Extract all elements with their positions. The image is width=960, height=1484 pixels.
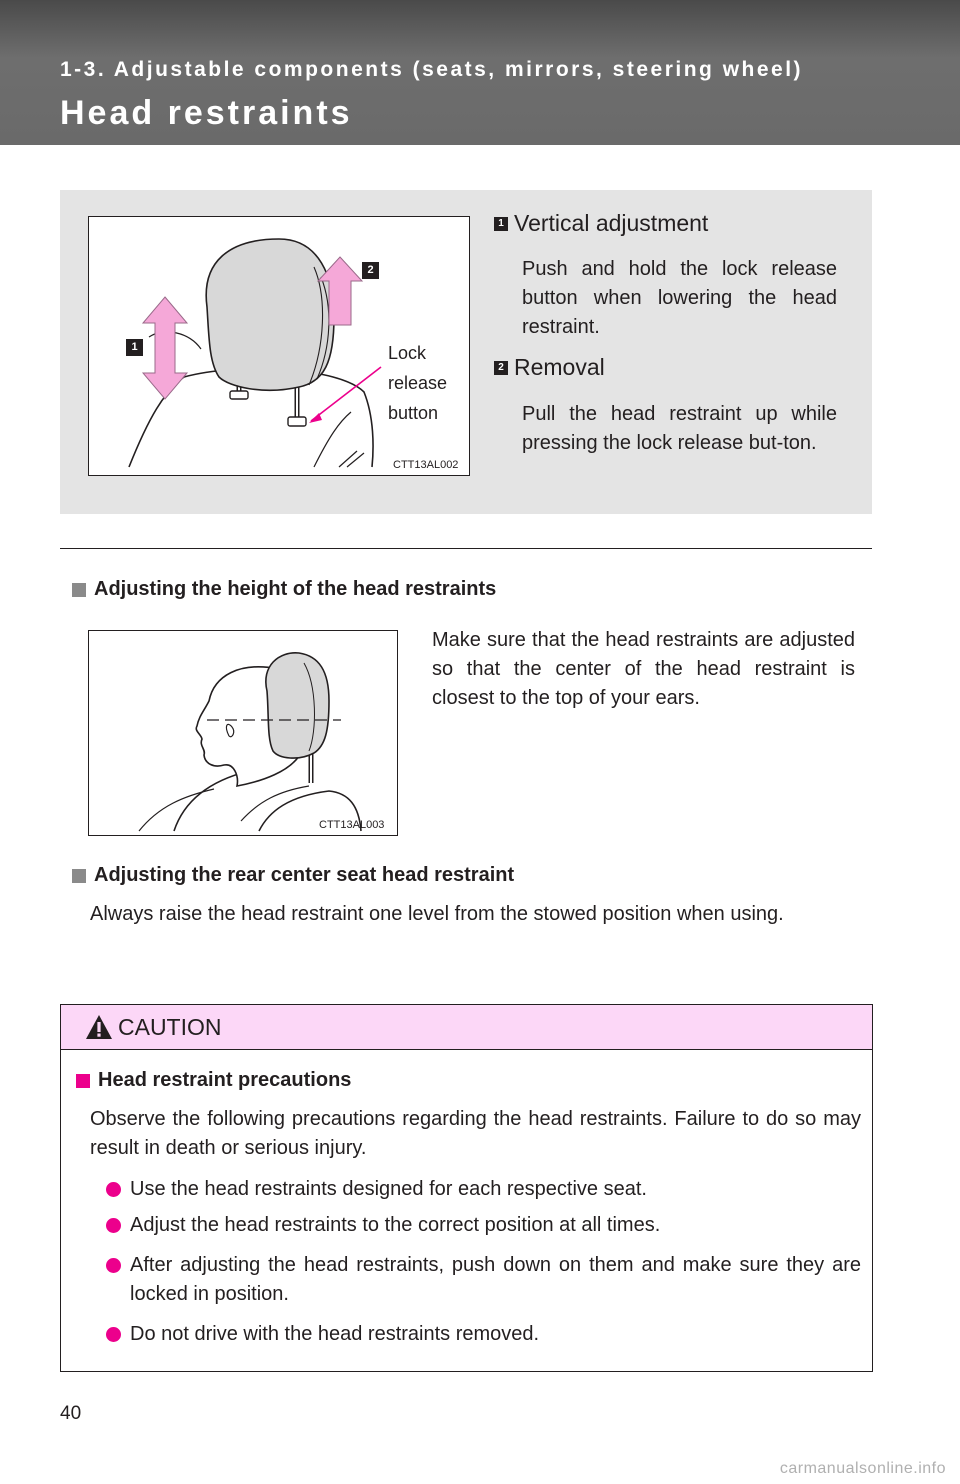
figure-badge-2: 2 [362, 262, 379, 279]
square-bullet-icon [72, 869, 86, 883]
caution-heading [76, 1069, 351, 1092]
caution-intro: Observe the following precautions regarding the head restraints. Failure to do so may result in death or serious injury. [90, 1108, 861, 1159]
item-badge-2: 2 [494, 361, 508, 375]
section-divider [60, 548, 872, 549]
rear-text: Always raise the head restraint one level from the stowed position when using. [90, 903, 784, 925]
warning-triangle-icon [85, 1014, 113, 1040]
page-heading: Head restraints [60, 94, 353, 132]
height-heading-text: Adjusting the height of the head restraints [94, 578, 497, 600]
rear-heading [72, 864, 514, 887]
watermark: carmanualsonline.info [779, 1460, 946, 1477]
item-title-text: Vertical adjustment [514, 210, 709, 236]
item-desc-vertical: Push and hold the lock release button when lowering the head restraint. [522, 258, 837, 338]
caution-bullet-text: After adjusting the head restraints, push down on them and make sure they are locked in position. [130, 1254, 861, 1305]
height-heading [72, 578, 496, 601]
item-desc-removal: Pull the head restraint up while pressing the lock release but-ton. [522, 403, 837, 454]
figure-code: CTT13AL003 [319, 819, 385, 831]
section-title: 1-3. Adjustable components (seats, mirrors, steering wheel) [60, 58, 804, 81]
callout-line-2: release [388, 373, 448, 393]
bullet-dot-icon [106, 1182, 121, 1197]
caution-bullet-text: Use the head restraints designed for each respective seat. [130, 1178, 647, 1200]
head-position-illustration [89, 631, 397, 835]
caution-bullet-text: Do not drive with the head restraints removed. [130, 1323, 540, 1345]
figure-head-position [88, 630, 398, 836]
bullet-dot-icon [106, 1258, 121, 1273]
callout-line-1: Lock [388, 343, 427, 363]
caution-bullet-text: Adjust the head restraints to the correct position at all times. [130, 1214, 661, 1236]
callout-line-3: button [388, 403, 439, 423]
caution-label: CAUTION [118, 1014, 222, 1040]
caution-bullet [106, 1251, 861, 1309]
bullet-dot-icon [106, 1218, 121, 1233]
caution-bullet [106, 1320, 861, 1349]
height-text: Make sure that the head restraints are adjusted so that the center of the head restraint is closest to the top of your ears. [432, 629, 855, 709]
square-bullet-icon [72, 583, 86, 597]
item-badge-1: 1 [494, 217, 508, 231]
caution-heading-text: Head restraint precautions [98, 1069, 352, 1091]
lock-release-callout [388, 338, 447, 428]
caution-bullet [106, 1175, 861, 1204]
item-title-vertical [494, 210, 708, 237]
caution-bullet [106, 1211, 861, 1240]
page-number: 40 [60, 1403, 82, 1424]
item-title-removal [494, 354, 605, 381]
figure-code: CTT13AL002 [393, 459, 459, 471]
bullet-dot-icon [106, 1327, 121, 1342]
caution-header [61, 1005, 872, 1050]
square-bullet-icon [76, 1074, 90, 1088]
item-title-text: Removal [514, 354, 605, 380]
caution-box [60, 1004, 873, 1372]
info-box [60, 190, 872, 514]
figure-badge-1: 1 [126, 339, 143, 356]
figure-vertical-adjustment [88, 216, 470, 476]
rear-heading-text: Adjusting the rear center seat head restraint [94, 864, 515, 886]
